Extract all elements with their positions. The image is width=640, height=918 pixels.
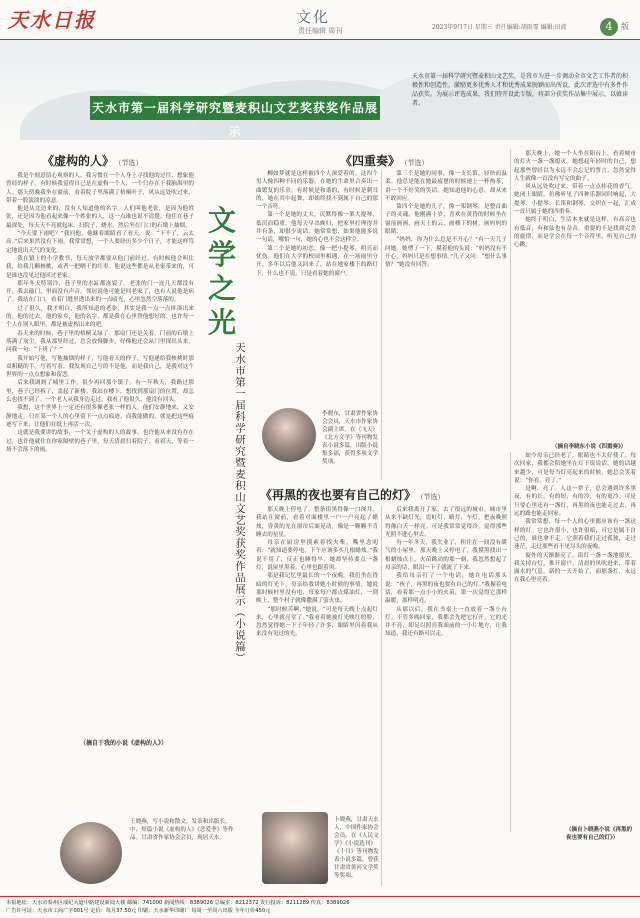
newspaper-logo: 天水日报 bbox=[8, 8, 96, 32]
author-photo-wang bbox=[60, 822, 122, 884]
article-paragraph: 我在镇上的小学教书，每天放学都要从他门前经过。有时候他会叫住我，给我几颗核桃，或者一把晒干的红枣。他说这些都是从老家带来的，可是谁也没见过他回过老家。 bbox=[6, 255, 194, 279]
author-photo-li bbox=[262, 408, 316, 462]
article-paragraph: “妈妈，你为什么总是不开心？”有一天儿子问她。她愣了一下，摸着他的头说：“妈妈没有不开心，妈妈只是在想事情。”儿子又问：“想什么事情？”她没有回答。 bbox=[385, 237, 507, 269]
article-paragraph: 从那以后，我在书桌上一直放着一盏小台灯。不管多晚回家，我都会先把它打开。它的光并不亮，却足以照亮我面前的一小片地方，让我知道，我还有路可以走。 bbox=[385, 606, 507, 638]
feature-title-char: 文 bbox=[207, 204, 236, 237]
article-title-text: 《再黑的夜也要有自己的灯》 bbox=[260, 488, 417, 502]
article-paragraph: 那年冬天特别冷，巷子里的水缸都冻裂了。老张的门一连几天都没有开。我去敲门，里面没有声音。邻居说他可能是回老家了，也有人说他是病了。我站在门口，看着门缝里透出来的一点暗光，心里忽然空落落的。 bbox=[6, 280, 194, 304]
article-title-xu bbox=[42, 152, 143, 169]
article-paragraph: 有一年冬天，我失业了，租住在一间没有暖气的小屋里。那天晚上又停电了，我摸黑找出一根蜡烛点上。火苗跳动的那一刻，我忽然想起了母亲的话，眼泪一下子就流了下来。 bbox=[385, 540, 507, 572]
article-title-text: 《虚构的人》 bbox=[42, 154, 115, 168]
article-paragraph: 春天来的时候，巷子里的梧桐又绿了。那扇门还是关着，门前的石墩上落满了灰尘。我从那里经过，总会放慢脚步，好像他还会从门里探出头来，问我一句：“下班了？” bbox=[6, 330, 194, 354]
article-body-xu bbox=[6, 172, 194, 734]
article-excerpt-tag: （节选） bbox=[404, 159, 429, 167]
dateline: 2023年9月7日 星期三 责任编辑:胡雨霏 编辑:田波 bbox=[432, 24, 567, 31]
article-paragraph: 第一个是她的丈夫，沉默得像一架大提琴，低沉而稳重。他每天早出晚归，把家里打理得井井有条，却很少说话。她常常想，如果他能多说一句话，哪怕一句，她的心也不会这样空。 bbox=[256, 212, 378, 244]
article-paragraph: 她终于明白，生活本来就是这样，有高音也有低音，有和弦也有杂音。重要的不是找到完美的旋律，而是学会在每一个音符里，听见自己的心跳。 bbox=[514, 217, 636, 249]
article-paragraph: 第二个是她的初恋，像一把小提琴，明亮而忧伤。他们在大学的校园里相遇，在一场雨里分开。多年以后他又回来了，站在她家楼下的路灯下，什么也不说，只是看着她的窗户。 bbox=[256, 245, 378, 277]
author-bio-zai: 卜晓燕，甘肃天水人，中国作家协会会员。在《人民文学》《小说选刊》《十月》等刊物发表小说多篇，曾获甘肃省黄河文学奖等奖项。 bbox=[334, 817, 379, 879]
article-excerpt-tag: （节选） bbox=[420, 493, 445, 501]
article-paragraph: 那天晚上，她一个人坐在阳台上，看着城市的灯火一盏一盏熄灭。她想起年轻时的自己，想起那些曾经以为永远不会忘记的誓言，忽然觉得人生就像一首没有写完的曲子。 bbox=[514, 151, 636, 182]
article-paragraph: 后来我调到了城里工作，很少再回那个镇子。有一年秋天，我路过那里，巷子已经拆了，盖起了新楼。我站在楼下，想找到那扇门的位置，却怎么也找不到了。一个老人从我身边走过，我看了他很久，他没有回头。 bbox=[6, 380, 194, 404]
column-divider bbox=[510, 452, 511, 832]
intro-text: 天水市第一届科学研究暨麦积山文艺奖，是我市为进一步调动全市文艺工作者的积极性和创造性，激励更多优秀人才和优秀成果脱颖而出所设，此次评选中有多件作品获奖。为展示评选成果，我们特开设此专版，将部分获奖作品集中展示，以飨读者。 bbox=[412, 73, 629, 107]
article-paragraph: 柳如梦就是这样被四个人深爱着的。这四个男人像四种不同的乐器，在她的生命里合奏出一曲繁复的乐章。有时候是和谐的，有时候是刺耳的，她在其中起舞，却始终找不到属于自己的那一个音符。 bbox=[256, 171, 378, 211]
article-paragraph: 窗外的天渐渐亮了，街灯一盏一盏地熄灭。我关掉台灯，推开窗户，清晨的风吹进来，带着露水的气息。新的一天开始了，而那盏灯，永远在我心里亮着。 bbox=[514, 552, 636, 584]
article-paragraph: 第三个是她的同事，像一支长笛，轻快而温柔。他总是能在她最疲惫的时候递上一杯热茶，讲一个不好笑的笑话。她知道他的心意，却从来不敢回应。 bbox=[385, 171, 507, 202]
article-paragraph: 这就是我要讲的故事，一个关于虚构的人的故事。也许他从来没有存在过，也许他就住在你家隔壁的巷子里，每天清晨扫着院子，看着天，等着一场不会落下的雨。 bbox=[6, 430, 194, 453]
masthead bbox=[0, 0, 640, 40]
feature-title-char: 学 bbox=[207, 238, 236, 271]
feature-title-char: 光 bbox=[207, 306, 236, 339]
article-paragraph: 母亲在厨房里摸索着找火柴，嘴里念叨着：“就知道要停电，下午应该多买几根蜡烛。”我说不用了，反正也睡得早。她却坚持要点一盏灯，说屋里黑着，心里也跟着黑。 bbox=[256, 540, 378, 572]
article-paragraph: 我想，这个世界上一定还有很多像老张一样的人，他们安静地来，又安静地走，只在某一个人的心里留下一点点痕迹。而我能做的，就是把这些痕迹写下来，让他们在纸上再活一次。 bbox=[6, 405, 194, 428]
page-version-label: 版 bbox=[621, 22, 629, 31]
article-paragraph: 他是从北边来的，没有人知道他的名字。人们叫他老张，是因为他姓张，还是因为他看起来像一个姓张的人，这一点谁也说不清楚。他住在巷子最深处，每天天不亮就起床，扫院子，烧水，然后坐在门口的石墩上抽烟。 bbox=[6, 206, 194, 229]
footer-line: 广告许可证：天水市工商广字001号 定价：每月37.50元 印刷：天水新华印刷厂 每周一至周六出版 全年订价450元 bbox=[6, 908, 271, 914]
article-title-text: 《四重奏》 bbox=[340, 154, 401, 168]
article-paragraph: 如今母亲已经老了，眼睛也不太好使了。每次回家，我都会陪她坐在灯下说说话。她的话越来越少，可是每当灯亮起来的时候，她总会笑着说：“你看，亮了。” bbox=[514, 453, 636, 484]
article-paragraph: 风从远处吹过来，带着一点点桂花的香气。她闭上眼睛，仿佛听见了四种乐器同时响起，大提琴、小提琴、长笛和钢琴，交织在一起，汇成一首只属于她的四重奏。 bbox=[514, 184, 636, 216]
feature-title-char: 之 bbox=[207, 272, 236, 305]
banner-title: 天水市第一届科学研究暨麦积山文艺奖获奖作品展示 bbox=[90, 96, 380, 120]
article-source-si: （摘自李晓东小说《四重奏》） bbox=[552, 444, 627, 450]
article-title-zai bbox=[260, 486, 445, 503]
article-paragraph: 我是个刻意留心观察的人。我习惯在一个人身上寻找他的过往，想象他曾经的样子。有时候我觉得自己是在虚构一个人，一个只存在于我脑海里的人。那天傍晚我坐在窗前，看着院子里落满了梧桐叶子，风从远处吹过来，带着一股淡淡的凉意。 bbox=[6, 173, 194, 204]
article-paragraph: “今天要下雨吧？”我问他。他眯着眼睛看了看天，说：“下不了，云太高。”后来果然没有下雨。我常常想，一个人要经历多少个日子，才能这样笃定地说出天气的变化。 bbox=[6, 231, 194, 254]
article-source-xu: （摘自于我的小说《虚构的人》） bbox=[80, 740, 168, 747]
page-number-badge: 4 bbox=[600, 18, 618, 36]
section-subtitle: 责任编辑 周刊 bbox=[298, 27, 343, 35]
article-paragraph: “那时候苦啊，”她说，“可是每天晚上点起灯来，心里就亮堂了。”我看着她被灯光映红的脸，忽然觉得她一下子年轻了许多，眼睛里闪着我从来没有见过的光。 bbox=[256, 606, 378, 638]
article-paragraph: 我常常想，每一个人的心里都应该有一盏这样的灯。它也许很小，也许很暗，可它是属于自己的，谁也拿不走。它照着我们走过孤独，走过迷茫，走过那些看不见尽头的夜晚。 bbox=[514, 519, 636, 551]
article-body-zai-b bbox=[385, 506, 507, 886]
article-body-zai-c bbox=[514, 452, 636, 812]
article-paragraph: 过了很久，我才明白，我所知道的老张，其实是我一点一点拼凑出来的。他的过去，他的家乡，他的名字，都是我在心里替他想好的。也许每一个人在别人眼里，都是被虚构出来的吧。 bbox=[6, 305, 194, 329]
footer-line: 本报地址：天水市秦州区成纪大道中路建设新闻大楼 邮编：741000 新闻热线：8389026 总编室：8212372 发行投诉：8211289 传真：8389026 bbox=[6, 900, 350, 906]
article-paragraph: 那是我记忆里最长的一个夜晚。我们坐在昏暗的灯光下，母亲给我讲她小时候的事情。她说那时候村里没有电，每家每户都点煤油灯，一到晚上，整个村子就像撒满了萤火虫。 bbox=[256, 573, 378, 605]
article-body-si-c bbox=[514, 150, 636, 440]
article-paragraph: 那天晚上停电了，整条街黑得像一口深井。我站在窗前，看着对面楼里一户一户亮起了蜡烛，昏黄的光在窗帘后面晃动，像是一颗颗不肯睡去的星星。 bbox=[256, 507, 378, 538]
footer bbox=[0, 896, 640, 918]
article-paragraph: 是啊，亮了。人这一辈子，总会遇到许多黑夜，有的长，有的短，有的冷，有的更冷。可是只要心里还有一盏灯，再黑的夜也能走过去，再远的路也能走回家。 bbox=[514, 486, 636, 518]
article-paragraph: 后来我离开了家，去了很远的城市。城市里从来不缺灯光，霓虹灯、路灯、车灯，把夜晚照得像白天一样亮。可是我常常觉得冷，觉得那些光照不进心里去。 bbox=[385, 507, 507, 538]
feature-title bbox=[196, 204, 248, 340]
article-paragraph: 第四个是她的儿子，像一架钢琴，是整首曲子的灵魂。他刚满十岁，喜欢在黄昏的时候坐在窗前画画，画天上的云，画楼下的树，画妈妈的眼睛。 bbox=[385, 204, 507, 236]
author-photo-bu bbox=[262, 812, 328, 884]
article-title-si bbox=[340, 152, 429, 169]
article-source-zai: （摘自卜晓燕小说《再黑的夜也要有自己的灯》） bbox=[566, 827, 633, 841]
author-bio-xu: 王晓燕，写小说和散文，发表和出版长、中、短篇小说《虚构的人》《恋爱季》等作品。甘肃省作家协会会员，现居天水。 bbox=[130, 819, 234, 841]
article-body-si-b bbox=[385, 170, 507, 480]
author-bio-si: 李晓东，甘肃省作家协会会员，天水市作家协会副主席。在《飞天》《北方文学》等刊物发表小说多篇，出版小说集多部，获得多项文学奖项。 bbox=[322, 411, 378, 465]
article-excerpt-tag: （节选） bbox=[118, 159, 143, 167]
article-paragraph: 我给母亲打了一个电话，她在电话那头说：“孩子，再黑的夜也要有自己的灯。”我握着电话，看着那一点小小的火苗，第一次觉得它那样温暖，那样明亮。 bbox=[385, 573, 507, 605]
article-paragraph: 我开始写他，写他抽烟的样子，写他看天的样子，写他递给我核桃时那双粗糙的手。写着写着，我发现自己写的不是他，而是我自己，是我对这个世界的一点点想象和留恋。 bbox=[6, 355, 194, 379]
column-divider bbox=[510, 150, 511, 440]
section-name: 文化 bbox=[296, 8, 331, 26]
feature-vertical-title: 天水市第一届科学研究暨麦积山文艺奖获奖作品展示（小说篇） bbox=[234, 342, 246, 664]
article-body-zai-a bbox=[256, 506, 378, 806]
